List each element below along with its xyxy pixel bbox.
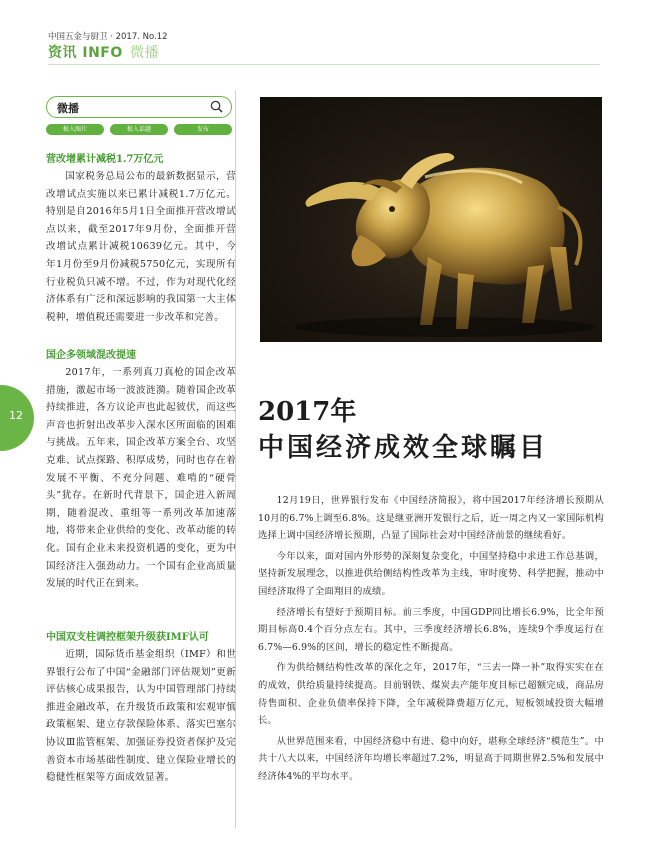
news-item [46, 346, 236, 593]
section-title-en: INFO [82, 45, 123, 61]
bull-photo [260, 97, 602, 342]
news-item [46, 628, 236, 787]
headline-year: 2017年 [258, 397, 357, 427]
news-body: 国家税务总局公布的最新数据显示，营改增试点实施以来已累计减税1.7万亿元。特别是自2016年5月1日全面推开营改增试点以来，截至2017年9月份，全面推开营改增试点累计减税10639亿元。其中，今年1月份至9月份减税5750亿元，实现所有行业税负只减不增。不过，作为对现代化经济体系有广泛和深远影响的我国第一大主体税种，增值税还需要进一步改革和完善。 [46, 171, 236, 323]
section-title-cn: 资讯 [48, 45, 77, 61]
insert-image-button[interactable]: 植入图片 [46, 124, 104, 135]
weibo-search-box[interactable] [46, 96, 232, 118]
sidebar-column [46, 90, 236, 828]
headline-title: 中国经济成效全球瞩目 [258, 433, 549, 463]
article-paragraph: 作为供给侧结构性改革的深化之年，2017年，“三去一降一补”取得实实在在的成效，供给质量持续提高。目前钢铁、煤炭去产能年度目标已超额完成，商品房待售面积、企业负债率保持下降，全年减税降费超万亿元，短板领域投资大幅增长。 [258, 662, 604, 727]
article-paragraph: 从世界范围来看，中国经济稳中有进、稳中向好，堪称全球经济“模范生”。中共十八大以来，中国经济年均增长率超过7.2%，明显高于同期世界2.5%和发展中经济体4%的平均水平。 [258, 735, 604, 782]
weibo-label: 微播 [57, 102, 79, 115]
news-title: 中国双支柱调控框架升级获IMF认可 [46, 632, 209, 643]
news-body: 2017年，一系列真刀真枪的国企改革措施，激起市场一波波涟漪。随着国企改革持续推进，各方议论声也此起彼伏，而这些声音也折射出改革步入深水区所面临的困难与挑战。五年来，国企改革方案全台、攻坚克难、试点探路、积厚成势，同时也存在着发展不平衡、不充分问题、难啃的“硬骨头”犹存。在新时代背景下，国企进入新周期，随着混改、重组等一系列改革加速落地，将带来企业供给的变化、改革动能的转化。国有企业未来投资机遇的变化，更为中国经济注入强劲动力。一个国有企业高质量发展的时代正在到来。 [46, 367, 236, 590]
news-title: 营改增累计减税1.7万亿元 [46, 154, 164, 165]
news-item [46, 150, 236, 326]
weibo-button-row [46, 124, 234, 136]
article-paragraph: 12月19日，世界银行发布《中国经济简报》，将中国2017年经济增长预期从10月的6.7%上调至6.8%。这是继亚洲开发银行之后，近一周之内又一家国际机构选择上调中国经济增长预期，凸显了国际社会对中国经济前景的继续看好。 [258, 495, 604, 542]
search-icon[interactable] [210, 100, 223, 113]
magazine-issue-line: 中国五金与厨卫 · 2017. No.12 [48, 32, 168, 42]
news-title: 国企多领域混改提速 [46, 350, 136, 361]
header-divider [48, 64, 600, 65]
article-headline [258, 395, 603, 467]
section-title-sub: 微播 [130, 45, 160, 61]
section-title [48, 42, 159, 62]
publish-button[interactable]: 发布 [174, 124, 232, 135]
news-body: 近期，国际货币基金组织（IMF）和世界银行公布了中国“金融部门评估规划”更新评估核心成果报告，认为中国管理部门持续推进金融改革，在升级货币政策和宏观审慎政策框架、建立存款保险体系、落实巴塞尔协议Ⅲ监管框架、加强证券投资者保护及完善资本市场基础性制度、建立保险业增长的稳健性框架等方面成效显著。 [46, 649, 236, 784]
golden-bull-illustration [260, 97, 602, 342]
article-paragraph: 经济增长有望好于预期目标。前三季度，中国GDP同比增长6.9%，比全年预期目标高0.4个百分点左右。其中，三季度经济增长6.8%，连续9个季度运行在6.7%—6.9%的区间，增长的稳定性不断提高。 [258, 606, 604, 653]
article-paragraph: 今年以来，面对国内外形势的深刻复杂变化，中国坚持稳中求进工作总基调，坚持新发展理念，以推进供给侧结构性改革为主线，审时度势、科学把握，推动中国经济取得了全面翔目的成绩。 [258, 550, 604, 597]
article-body [258, 492, 604, 789]
page-number-tab [0, 385, 34, 451]
insert-topic-button[interactable]: 植入话题 [110, 124, 168, 135]
page-number: 12 [9, 409, 23, 422]
